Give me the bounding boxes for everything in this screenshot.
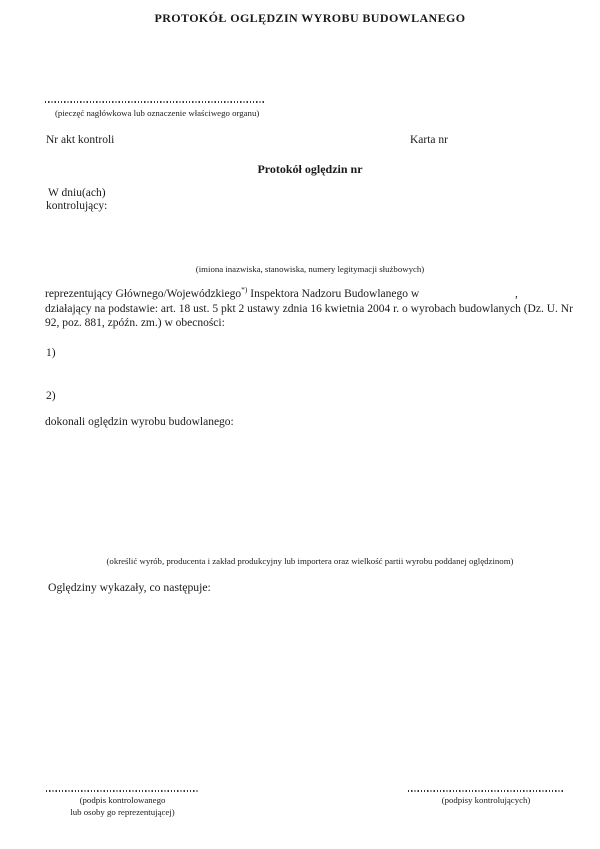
document-title: PROTOKÓŁ OGLĘDZIN WYROBU BUDOWLANEGO [154, 11, 466, 25]
signature-caption-inspected-line2: lub osoby go reprezentującej) [70, 806, 175, 817]
date-label: W dniu(ach) [48, 187, 106, 199]
stamp-caption: (pieczęć nagłówkowa lub oznaczenie właściwego organu) [55, 108, 260, 118]
signature-caption-inspected [30, 795, 215, 818]
representing-comma: , [515, 288, 518, 300]
list-item-1: 1) [46, 347, 56, 359]
footnote-marker: *) [241, 285, 248, 295]
signature-caption-inspected-line1: (podpis kontrolowanego [79, 795, 166, 805]
card-number-label: Karta nr [410, 134, 448, 146]
legal-basis-text: działający na podstawie: art. 18 ust. 5 pkt 2 ustawy zdnia 16 kwietnia 2004 r. o wyrobach budowlanych (Dz. U. Nr 92, poz. 881, zpóźn. zm.) w obecności: [45, 302, 573, 330]
protocol-subtitle: Protokół oględzin nr [257, 162, 363, 176]
legal-paragraph [45, 287, 573, 331]
stamp-fill-in-line [45, 101, 264, 103]
representing-text-post: Inspektora Nadzoru Budowlanego w [247, 288, 420, 300]
signature-line-inspectors [408, 790, 564, 792]
representing-line [45, 287, 573, 302]
performed-inspection-line: dokonali oględzin wyrobu budowlanego: [45, 416, 234, 428]
signature-caption-inspectors: (podpisy kontrolujących) [441, 795, 531, 805]
inspectors-caption: (imiona inazwiska, stanowiska, numery legitymacji służbowych) [195, 264, 425, 274]
inspectors-label: kontrolujący: [46, 200, 108, 212]
signature-line-inspected [46, 790, 199, 792]
case-number-label: Nr akt kontroli [46, 134, 115, 146]
representing-text-pre: reprezentujący Głównego/Wojewódzkiego [45, 288, 242, 300]
product-description-caption: (określić wyrób, producenta i zakład produkcyjny lub importera oraz wielkość partii wyrobu poddanej oględzinom) [106, 556, 514, 566]
list-item-2: 2) [46, 390, 56, 402]
findings-heading: Oględziny wykazały, co następuje: [48, 581, 211, 594]
